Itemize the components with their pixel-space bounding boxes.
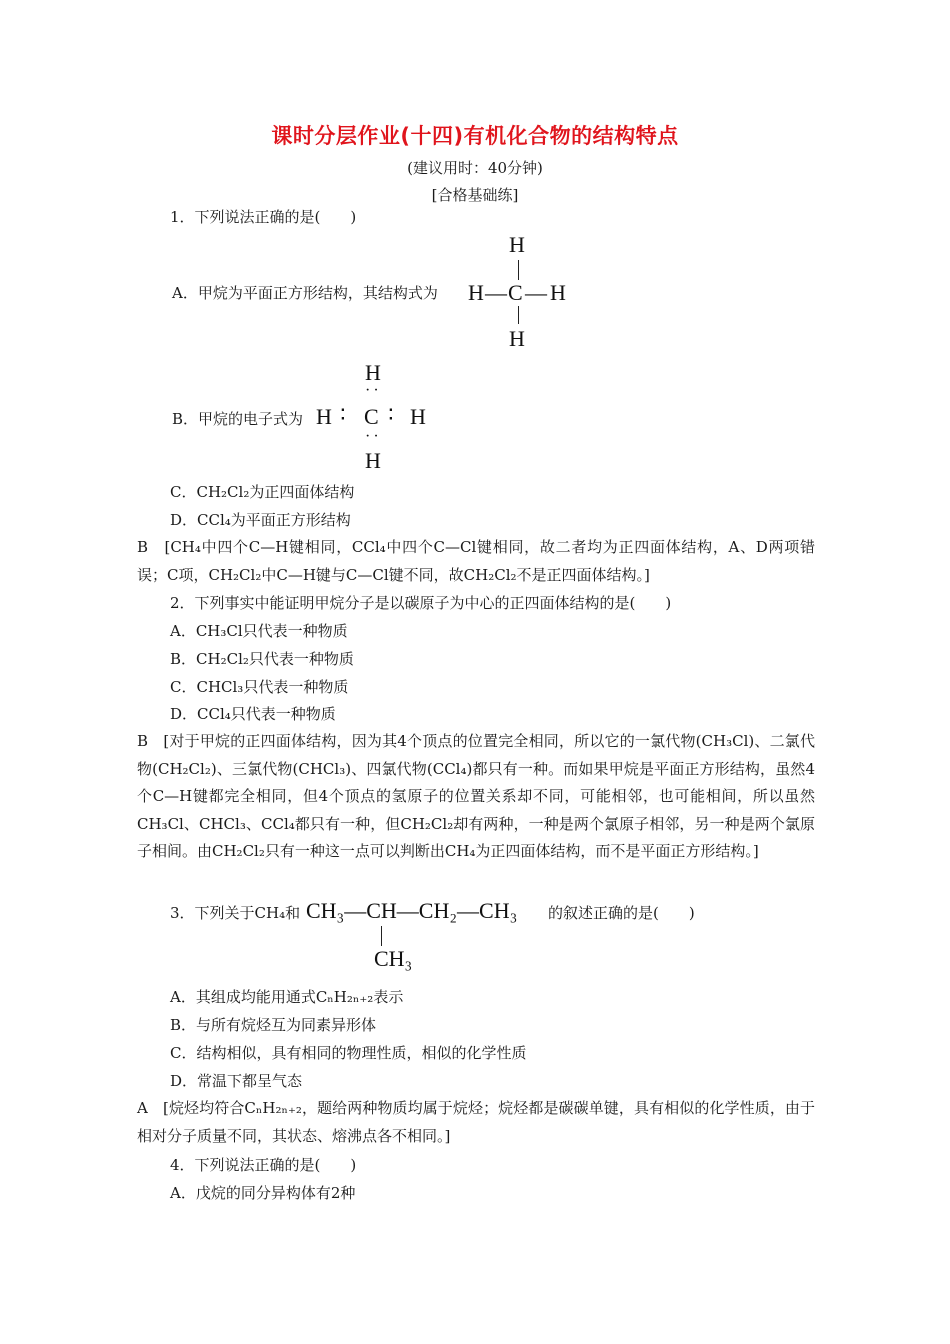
e-h-left: H	[316, 404, 332, 429]
e-h-top: H	[365, 360, 381, 385]
q1-option-b: B．甲烷的电子式为	[172, 410, 304, 428]
q3-option-c: C．结构相似，具有相同的物理性质，相似的化学性质	[170, 1044, 527, 1062]
page-title: 课时分层作业(十四)有机化合物的结构特点	[271, 124, 679, 148]
formula-h-top: H	[509, 232, 525, 257]
q2-option-c: C．CHCl₃只代表一种物质	[170, 678, 349, 696]
q3-option-d: D．常温下都呈气态	[170, 1072, 303, 1090]
q1-answer: B [CH₄中四个C—H键相同，CCl₄中四个C—Cl键相同，故二者均为正四面体结构，A、D两项错误；C项，CH₂Cl₂中C—H键与C—Cl键不同，故CH₂Cl₂不是正四面体结构。]	[137, 538, 815, 584]
q3-option-b: B．与所有烷烃互为同素异形体	[170, 1016, 377, 1034]
e-dots-bottom: ··	[365, 428, 382, 445]
q2-stem: 2．下列事实中能证明甲烷分子是以碳原子为中心的正四面体结构的是( )	[170, 594, 672, 612]
q3-option-a: A．其组成均能用通式CₙH₂ₙ₊₂表示	[170, 988, 404, 1006]
e-colon-right: ∶	[388, 402, 394, 427]
formula-h-right: H	[550, 280, 566, 305]
q1-option-d: D．CCl₄为平面正方形结构	[170, 511, 351, 529]
e-c: C	[364, 404, 379, 429]
formula-h-bottom: H	[509, 326, 525, 351]
q1-option-a: A．甲烷为平面正方形结构，其结构式为	[172, 284, 438, 302]
e-h-right: H	[410, 404, 426, 429]
formula-h-left: H	[468, 280, 484, 305]
branch-bond	[381, 926, 382, 946]
q3-answer: A [烷烃均符合CₙH₂ₙ₊₂，题给两种物质均属于烷烃；烷烃都是碳碳单键，具有相似的化学性质，由于相对分子质量不同，其状态、熔沸点各不相同。]	[137, 1099, 815, 1145]
chain-formula: CH₃—CH—CH₂—CH₃	[306, 898, 518, 923]
branch-formula: CH₃	[374, 946, 413, 971]
q1-option-c: C．CH₂Cl₂为正四面体结构	[170, 483, 355, 501]
e-h-bottom: H	[365, 448, 381, 473]
bond-bottom	[518, 306, 519, 324]
time-note: (建议用时：40分钟)	[407, 159, 543, 177]
formula-bond-left: —	[485, 280, 507, 305]
q4-option-a: A．戊烷的同分异构体有2种	[170, 1184, 356, 1202]
formula-bond-right: —	[525, 280, 547, 305]
q2-answer: B [对于甲烷的正四面体结构，因为其4个顶点的位置完全相同，所以它的一氯代物(CH₃Cl)、二氯代物(CH₂Cl₂)、三氯代物(CHCl₃)、四氯代物(CCl₄)都只有一种。而如果甲烷是平面正方形结构，虽然4个C—H键都完全相同，但4个顶点的氢原子的位置关系却不同，可能相邻，也可能相间，所以虽然CH₃Cl、CHCl₃、CCl₄都只有一种，但CH₂Cl₂却有两种，一种是两个氯原子相邻，另一种是两个氯原子相间。由CH₂Cl₂只有一种这一点可以判断出CH₄为正四面体结构，而不是平面正方形结构。]	[137, 732, 815, 860]
q2-option-d: D．CCl₄只代表一种物质	[170, 705, 336, 723]
q2-option-a: A．CH₃Cl只代表一种物质	[170, 622, 348, 640]
q1-stem: 1．下列说法正确的是( )	[170, 208, 357, 226]
e-colon-left: ∶	[340, 402, 346, 427]
q4-stem: 4．下列说法正确的是( )	[170, 1156, 357, 1174]
bond-top	[518, 260, 519, 280]
q2-option-b: B．CH₂Cl₂只代表一种物质	[170, 650, 354, 668]
q3-stem-pre: 3．下列关于CH₄和	[170, 904, 301, 922]
e-dots-top: ··	[365, 382, 382, 399]
formula-c: C	[508, 280, 523, 305]
section-heading: [合格基础练]	[431, 186, 519, 204]
q3-stem-post: 的叙述正确的是( )	[548, 904, 695, 922]
